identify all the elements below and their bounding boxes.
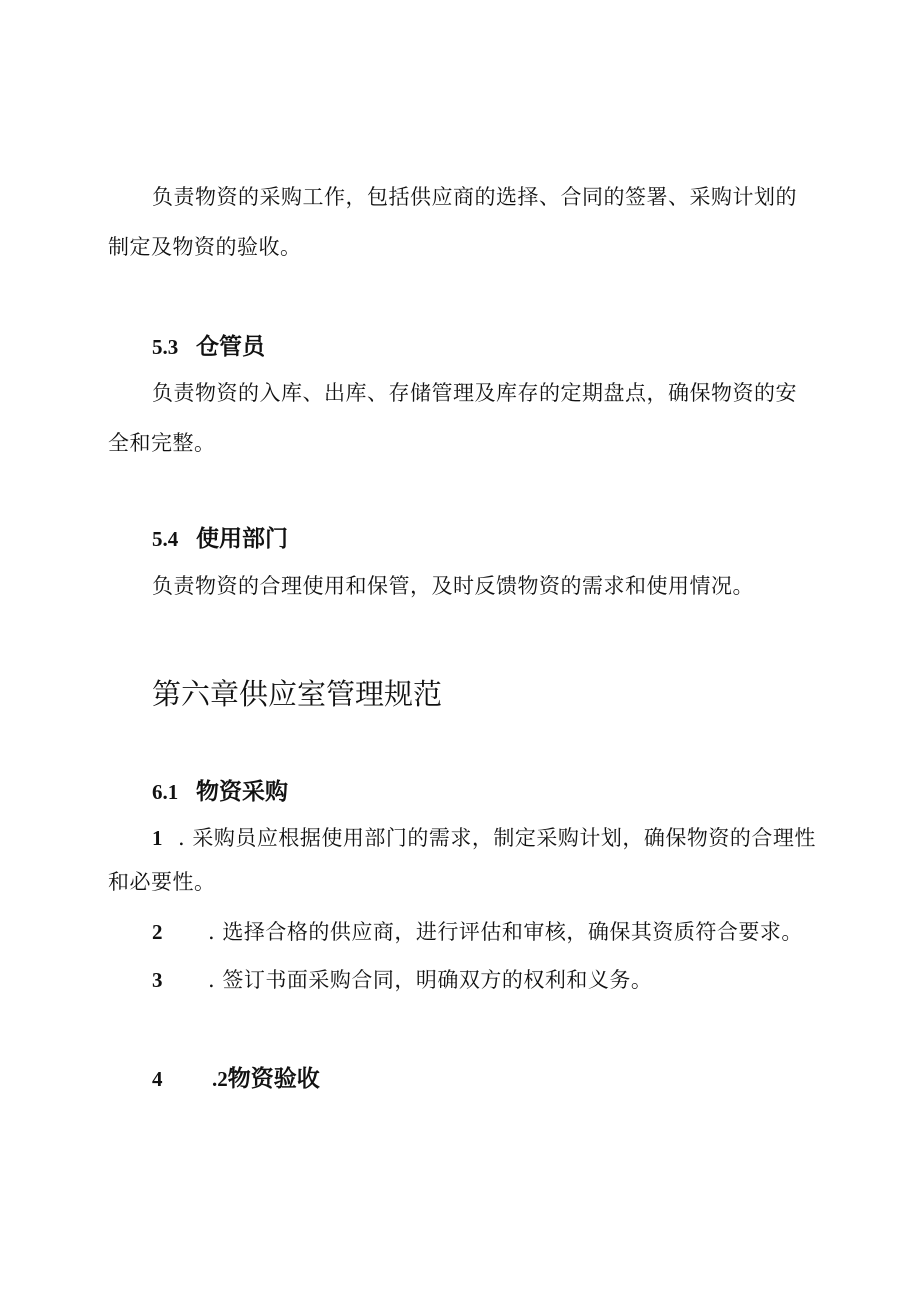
- section-number-suffix: .2: [212, 1067, 228, 1091]
- section-title: 物资验收: [227, 1066, 320, 1092]
- list-item-text: . 采购员应根据使用部门的需求，制定采购计划，确保物资的合理性和必要性。: [108, 826, 816, 894]
- list-item-text: . 签订书面采购合同，明确双方的权利和义务。: [208, 968, 653, 992]
- section-heading-5-4: [152, 524, 288, 554]
- paragraph-user-department-duties: 负责物资的合理使用和保管，及时反馈物资的需求和使用情况。: [152, 574, 754, 598]
- section-heading-6-2: [152, 1064, 320, 1094]
- section-title: 仓管员: [196, 334, 265, 360]
- paragraph-purchaser-duties: 负责物资的采购工作，包括供应商的选择、合同的签署、采购计划的制定及物资的验收。: [108, 185, 797, 259]
- list-item-number: 1: [152, 826, 163, 850]
- list-item: [108, 816, 820, 904]
- section-number-prefix: 4: [152, 1067, 163, 1091]
- section-number: 6.1: [152, 780, 179, 804]
- list-item-number: 2: [152, 920, 163, 944]
- section-number: 5.3: [152, 335, 179, 359]
- list-item: [108, 958, 820, 1002]
- section-heading-6-1: [152, 777, 288, 807]
- chapter-title: 第六章供应室管理规范: [152, 677, 443, 711]
- section-title: 使用部门: [196, 526, 288, 552]
- section-number: 5.4: [152, 527, 179, 551]
- section-title: 物资采购: [196, 779, 288, 805]
- paragraph-warehouse-keeper-duties: 负责物资的入库、出库、存储管理及库存的定期盘点，确保物资的安全和完整。: [108, 381, 797, 455]
- list-item: [108, 910, 820, 954]
- list-item-text: . 选择合格的供应商，进行评估和审核，确保其资质符合要求。: [208, 920, 803, 944]
- section-heading-5-3: [152, 332, 265, 362]
- list-item-number: 3: [152, 968, 163, 992]
